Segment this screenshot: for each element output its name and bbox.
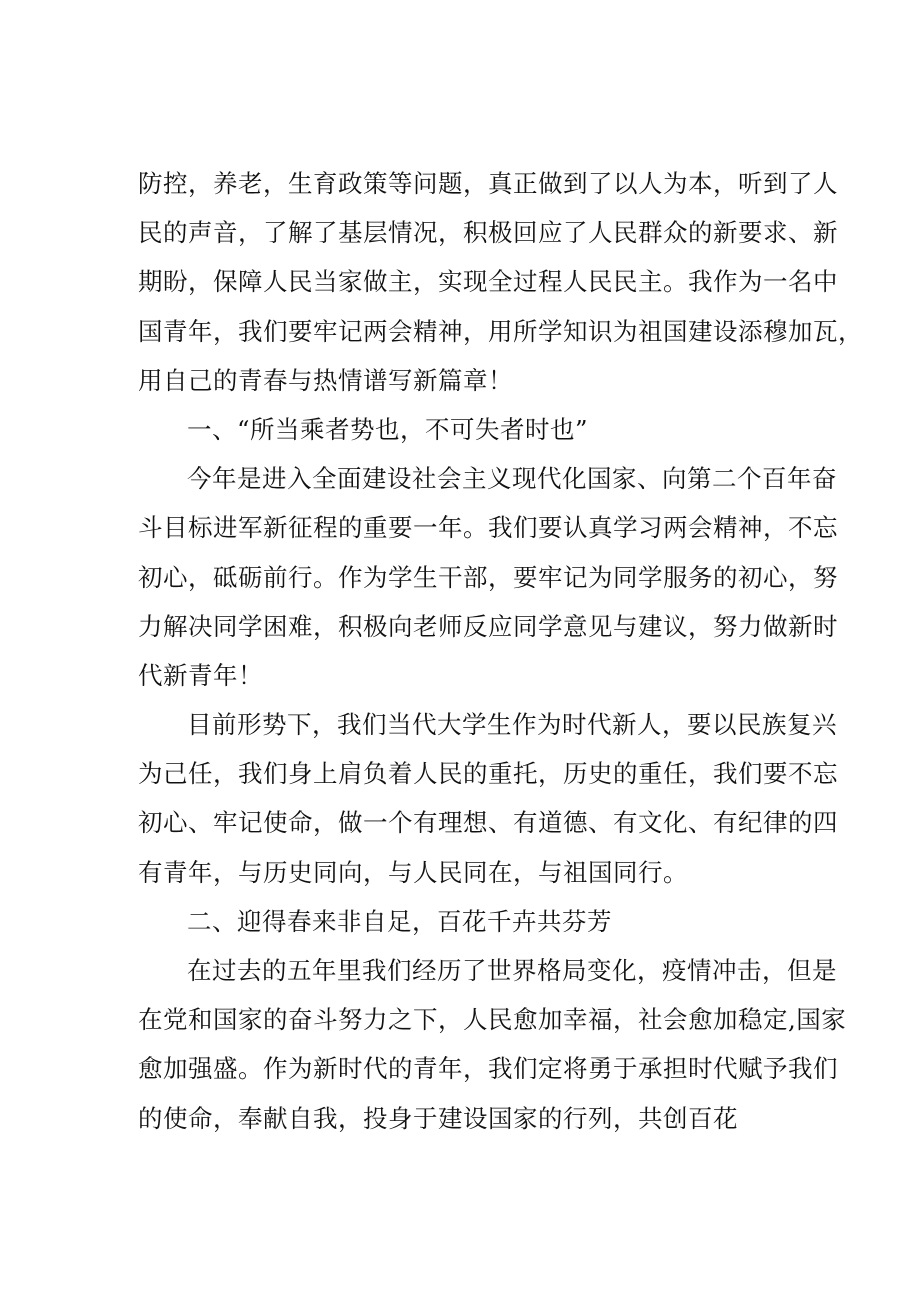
paragraph-start: 在过去的五年里我们经历了世界格局变化，疫情冲击，但是 [187, 956, 837, 985]
paragraph-start: 今年是进入全面建设社会主义现代化国家、向第二个百年奋 [187, 464, 837, 494]
body-line: 的使命，奉献自我，投身于建设国家的行列，共创百花 [138, 1103, 738, 1133]
body-line: 初心、牢记使命，做一个有理想、有道德、有文化、有纪律的四 [138, 808, 838, 838]
document-body [138, 159, 863, 1143]
section-heading-2: 二、迎得春来非自足，百花千卉共芬芳 [187, 906, 612, 936]
body-line: 防控，养老，生育政策等问题，真正做到了以人为本，听到了人 [138, 169, 838, 198]
body-line: 代新青年！ [138, 660, 263, 690]
paragraph-start: 目前形势下，我们当代大学生作为时代新人，要以民族复兴 [187, 710, 837, 740]
body-line: 用自己的青春与热情谱写新篇章！ [138, 365, 513, 395]
body-line: 力解决同学困难，积极向老师反应同学意见与建议，努力做新时 [138, 611, 838, 641]
body-line: 为己任，我们身上肩负着人民的重托，历史的重任，我们要不忘 [138, 759, 838, 789]
body-line: 斗目标进军新征程的重要一年。我们要认真学习两会精神，不忘 [138, 513, 838, 543]
body-line: 初心，砥砺前行。作为学生干部，要牢记为同学服务的初心，努 [138, 562, 838, 592]
body-line: 在党和国家的奋斗努力之下，人民愈加幸福，社会愈加稳定,国家 [138, 1005, 847, 1035]
body-line: 有青年，与历史同向，与人民同在，与祖国同行。 [138, 857, 688, 887]
body-line: 愈加强盛。作为新时代的青年，我们定将勇于承担时代赋予我们 [138, 1054, 838, 1084]
section-heading-1: 一、“所当乘者势也，不可失者时也” [187, 414, 589, 444]
body-line: 民的声音，了解了基层情况，积极回应了人民群众的新要求、新 [138, 218, 838, 248]
body-line: 期盼，保障人民当家做主，实现全过程人民民主。我作为一名中 [138, 267, 838, 297]
body-line: 国青年，我们要牢记两会精神，用所学知识为祖国建设添穆加瓦， [138, 316, 863, 346]
